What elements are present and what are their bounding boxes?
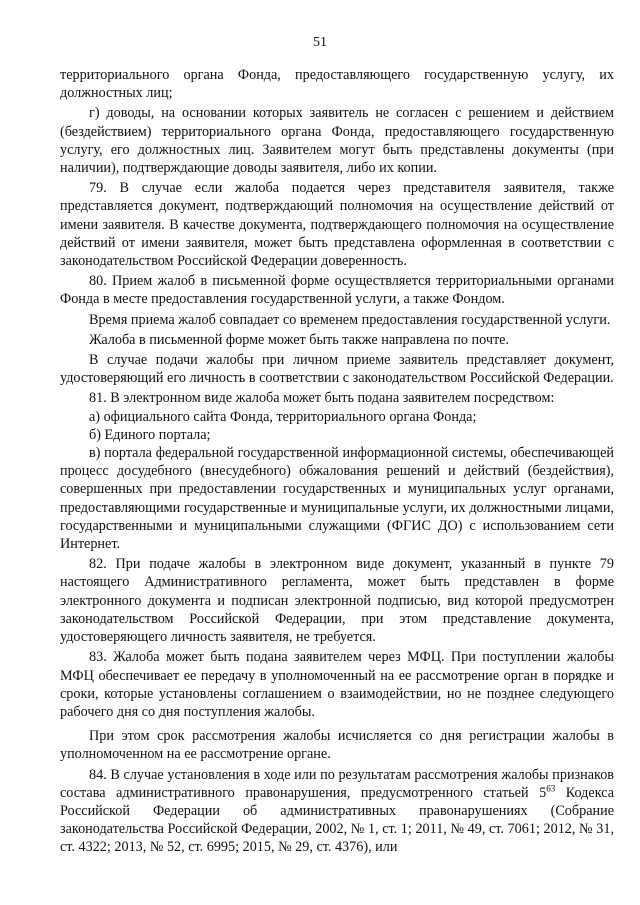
page-number: 51 bbox=[313, 35, 327, 50]
paragraph-81-b: б) Единого портала; bbox=[89, 426, 211, 443]
paragraph-83: 83. Жалоба может быть подана заявителем через МФЦ. При поступлении жалобы МФЦ обеспечивает ее передачу в уполномоченный на ее рассмотрение орган в порядке и сроки, которые установлены соглашением о взаимодействии, но не позднее следующего рабочего дня со дня поступления жалобы. bbox=[60, 649, 614, 720]
paragraph-81-v: в) портала федеральной государственной информационной системы, обеспечивающей процесс досудебного (внесудебного) обжалования решений и действий (бездействия), совершенных при предоставлении государственных и муниципальных услуг органами, предоставляющими государственные и муниципальные услуги, их должностными лицами, государственными и муниципальными служащими (ФГИС ДО) с использованием сети Интернет. bbox=[60, 445, 614, 553]
paragraph-81: 81. В электронном виде жалоба может быть подана заявителем посредством: bbox=[89, 390, 555, 407]
paragraph-item-g: г) доводы, на основании которых заявитель не согласен с решением и действием (бездействием) территориального органа Фонда, предоставляющего государственную услугу, его должностных лиц. Заявителем могут быть представлены документы (при наличии), подтверждающие доводы заявителя, либо их копии. bbox=[60, 105, 614, 177]
paragraph-84 bbox=[60, 766, 614, 857]
paragraph-79: 79. В случае если жалоба подается через представителя заявителя, также представляется документ, подтверждающий полномочия на осуществление действий от имени заявителя. В качестве документа, подтверждающего полномочия на осуществление действий от имени заявителя, может быть представлена оформленная в соответствии с законодательством Российской Федерации доверенность. bbox=[60, 180, 614, 270]
paragraph-84-text-start: 84. В случае установления в ходе или по результатам рассмотрения жалобы признаков состава административного правонарушения, предусмотренного статьей 5 bbox=[60, 766, 614, 801]
document-body bbox=[60, 66, 614, 857]
paragraph-review-period: При этом срок рассмотрения жалобы исчисляется со дня регистрации жалобы в уполномоченном на ее рассмотрение органе. bbox=[60, 728, 614, 763]
article-superscript: 63 bbox=[546, 782, 556, 793]
paragraph-82: 82. При подаче жалобы в электронном виде документ, указанный в пункте 79 настоящего Административного регламента, может быть представлен в форме электронного документа и подписан электронной подписью, вид которой предусмотрен законодательством Российской Федерации, при этом представление документа, удостоверяющего личность заявителя, не требуется. bbox=[60, 556, 614, 646]
paragraph-continuation: территориального органа Фонда, предоставляющего государственную услугу, их должностных лиц; bbox=[60, 67, 614, 102]
paragraph-personal-reception: В случае подачи жалобы при личном приеме заявитель представляет документ, удостоверяющий его личность в соответствии с законодательством Российской Федерации. bbox=[60, 352, 614, 387]
paragraph-84-text-end: Кодекса Российской Федерации об административных правонарушениях (Собрание законодательства Российской Федерации, 2002, № 1, ст. 1; 2011, № 49, ст. 7061; 2012, № 31, ст. 4322; 2013, № 52, ст. 6995; 2015, № 29, ст. 4376), или bbox=[60, 784, 615, 856]
paragraph-by-mail: Жалоба в письменной форме может быть также направлена по почте. bbox=[89, 331, 510, 348]
paragraph-reception-time: Время приема жалоб совпадает со временем предоставления государственной услуги. bbox=[89, 311, 611, 328]
paragraph-80: 80. Прием жалоб в письменной форме осуществляется территориальными органами Фонда в месте предоставления государственной услуги, а также Фондом. bbox=[60, 273, 614, 308]
paragraph-81-a: а) официального сайта Фонда, территориального органа Фонда; bbox=[89, 408, 477, 425]
